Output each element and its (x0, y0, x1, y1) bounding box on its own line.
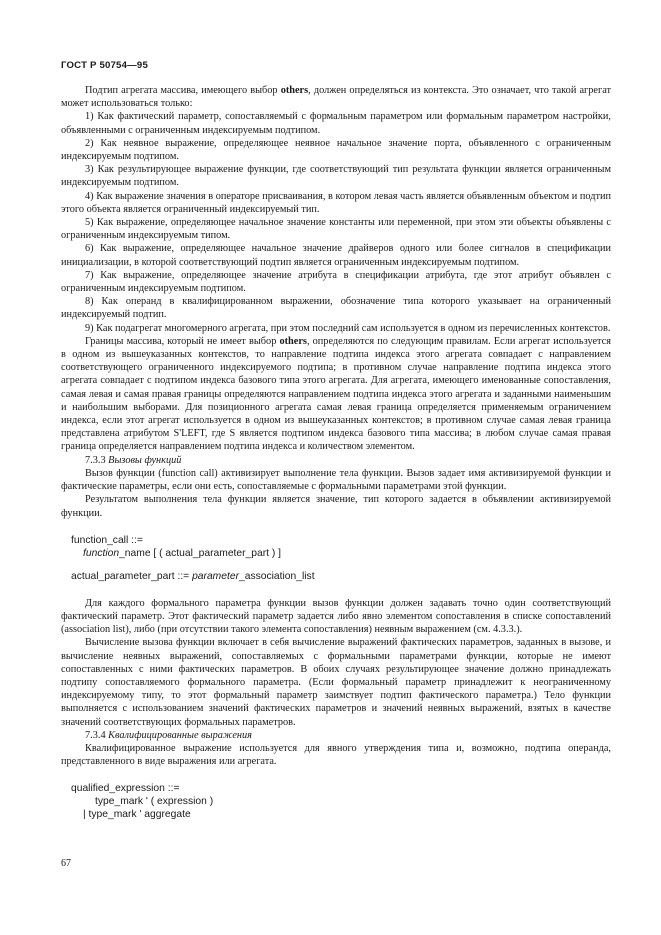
code-line: function_call ::= (71, 534, 143, 546)
list-item: 8) Как операнд в квалифицированном выражении, обозначение типа которого указывает на ограниченный индексируемый подтип. (61, 296, 611, 321)
paragraph: Для каждого формального параметра функции вызов функции должен задавать точно один соответствующий фактический параметр. Этот фактический параметр задается либо явно элементом сопоставления в списке сопоставлений (association list), либо (при отсутствии такого элемента сопоставления) неявным выражением (см. 4.3.3.). (61, 597, 611, 636)
others-keyword: others (280, 85, 309, 96)
list-item: 4) Как выражение значения в операторе присваивания, в котором левая часть является объявленным объектом и подтип этого объекта является ограниченный индексируемый тип. (61, 190, 611, 215)
paragraph: Квалифицированное выражение используется для явного утверждения типа и, возможно, подтипа операнда, представленного в виде выражения или агрегата. (61, 742, 611, 768)
section-heading-7-3-3 (61, 454, 611, 467)
list-item: 1) Как фактический параметр, сопоставляемый с формальным параметром или формальным параметром настройки, объявленными с ограниченным индексируемым подтипом. (61, 111, 611, 136)
section-heading-7-3-4 (61, 729, 611, 742)
section-number: 7.3.4 (85, 729, 109, 741)
code-text: actual_parameter_part ::= (71, 570, 193, 582)
list-item: 7) Как выражение, определяющее значение атрибута в спецификации атрибута, где этот атрибут объявлен с ограниченным индексируемым подтипом. (61, 269, 611, 295)
code-italic: parameter (192, 570, 239, 582)
list-item: 5) Как выражение, определяющее начальное значение константы или переменной, при этом эти объекты объявлены с ограниченным индексируемым типом. (61, 217, 611, 242)
bounds-text-b: , определяются по следующим правилам. Если агрегат используется в одном из вышеуказанных контекстов, то направление подтипа индекса этого агрегата совпадает с направлением соответствующего ограниченного индексируемого подтипа; в противном случае направление подтипа индекса этого агрегата совпадает с подтипом индекса базового типа этого агрегата. Для агрегата, имеющего именованные сопоставления, самая левая и самая правая границы определяются направлением подтипа индекса этого агрегата и заданными наименьшим и наибольшим выборами. Для позиционного агрегата самая левая граница определяется применяемым ограничением индекса, если этот агрегат используется в одном из вышеуказанных контекстов; в противном случае самая левая граница представлена атрибутом S'LEFT, где S является подтипом индекса базового типа массива; в любом случае самая правая граница определяется направлением подтипа индекса и количеством элементом. (61, 335, 611, 453)
intro-text-b: , должен определяться из контекста. Это означает, что такой агрегат может использоваться только: (61, 85, 611, 110)
list-item: 6) Как выражение, определяющее начальное значение драйверов одного или более сигналов в спецификации инициализации, в которой соответствующий подтип является ограниченным индексируемым подтипом. (61, 243, 611, 268)
page-header: ГОСТ Р 50754—95 (61, 60, 148, 71)
list-item: 3) Как результирующее выражение функции, где соответствующий тип результата функции является ограниченным индексируемым подтипом. (61, 164, 611, 189)
code-line: type_mark ' ( expression ) (95, 796, 214, 808)
section-title: Квалифицированные выражения (108, 729, 252, 741)
list-item: 2) Как неявное выражение, определяющее неявное начальное значение порта, объявленного с ограниченным индексируемым подтипом. (61, 137, 611, 163)
code-line (61, 570, 611, 583)
code-text: _name [ ( actual_parameter_part ) ] (119, 547, 282, 559)
page-number: 67 (61, 858, 71, 869)
code-block-qualified-expression (61, 782, 611, 821)
others-keyword: others (279, 335, 307, 347)
intro-paragraph (61, 84, 611, 110)
bounds-text-a: Границы массива, который не имеет выбор (85, 335, 280, 347)
paragraph: Вызов функции (function call) активизирует выполнение тела функции. Вызов задает имя активизируемой функции и фактические параметры, если они есть, сопоставляемые с формальными параметрами этой функции. (61, 467, 611, 493)
bounds-paragraph (61, 335, 611, 454)
code-italic: function (83, 547, 120, 559)
section-number: 7.3.3 (85, 454, 109, 466)
paragraph: Вычисление вызова функции включает в себя вычисление выражений фактических параметров, заданных в вызове, и вычисление неявных выражений, сопоставляемых с формальными параметрами функции, которые не имеют сопоставленных с ними фактических параметров. В обоих случаях результирующее значение должно принадлежать подтипу сопоставляемого формального параметра. (Если формальный параметр принадлежит к неограниченному индексируемому типу, то этот формальный параметр заимствует подтип фактического параметра.) Тело функции выполняется с использованием значений фактических параметров и значений неявных выражений, взятых в качестве значений соответствующих формальных параметров. (61, 637, 611, 728)
code-line (61, 547, 611, 560)
document-body (61, 84, 611, 821)
code-line: | type_mark ' aggregate (83, 809, 191, 821)
paragraph: Результатом выполнения тела функции является значение, тип которого задается в объявлении активизируемой функции. (61, 494, 611, 519)
list-item: 9) Как подагрегат многомерного агрегата, при этом последний сам используется в одном из перечисленных контекстов. (85, 322, 611, 334)
code-text: _association_list (239, 570, 315, 582)
section-title: Вызовы функций (108, 454, 182, 466)
intro-text-a: Подтип агрегата массива, имеющего выбор (85, 85, 281, 96)
code-line: qualified_expression ::= (71, 783, 180, 795)
code-block-function-call (61, 534, 611, 583)
